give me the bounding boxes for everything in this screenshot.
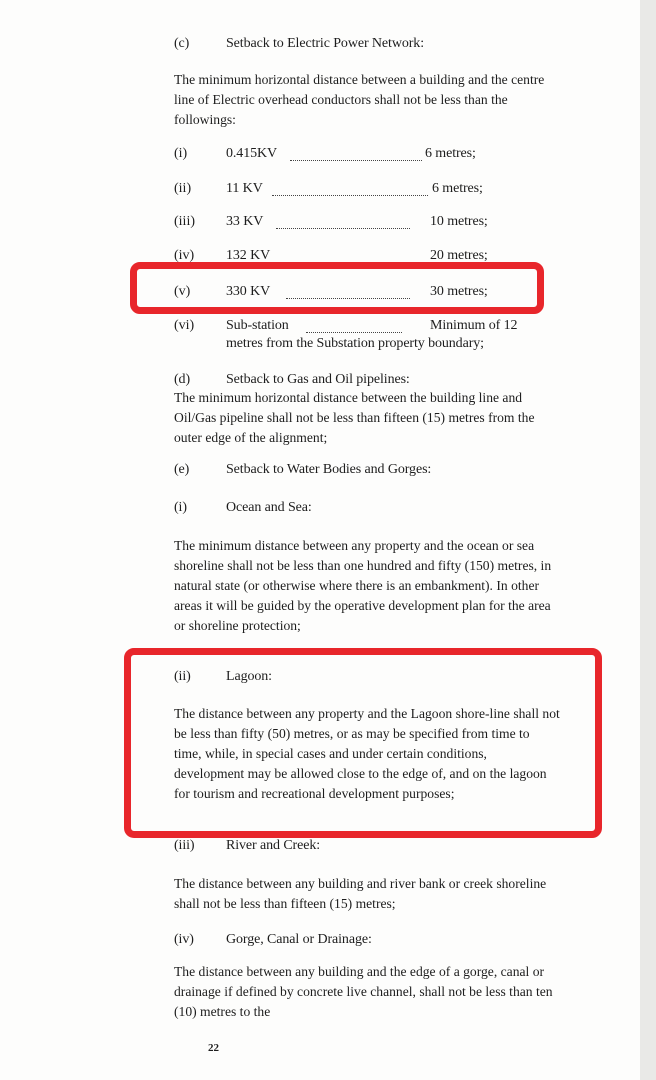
item-number: (i) — [174, 146, 188, 161]
item-value: 30 metres; — [430, 284, 488, 299]
section-e-heading: Setback to Water Bodies and Gorges: — [226, 462, 432, 477]
leader-dots — [290, 160, 422, 161]
ocean-number: (i) — [174, 500, 187, 515]
page-edge-shadow — [640, 0, 656, 1080]
section-c-intro: The minimum horizontal distance between a building and the centre line of Electric overhead conductors shall not be less than the followings: — [174, 72, 545, 127]
item-label: 33 KV — [226, 214, 264, 229]
item-value: 6 metres; — [432, 181, 483, 196]
item-number: (iv) — [174, 248, 195, 263]
gorge-body: The distance between any building and the edge of a gorge, canal or drainage if defined by concrete live channel, shall not be less than ten (10) metres to the — [174, 964, 553, 1019]
item-label: 132 KV — [226, 248, 271, 263]
gorge-number: (iv) — [174, 932, 194, 947]
ocean-heading: Ocean and Sea: — [226, 500, 312, 515]
section-d-body: The minimum horizontal distance between the building line and Oil/Gas pipeline shall not be less than fifteen (15) metres from the outer edge of the alignment; — [174, 390, 535, 445]
substation-label: Sub-station — [226, 318, 289, 333]
item-number: (v) — [174, 284, 191, 299]
leader-dots — [276, 228, 410, 229]
item-label: 0.415KV — [226, 146, 278, 161]
item-label: 11 KV — [226, 181, 263, 196]
river-body: The distance between any building and river bank or creek shoreline shall not be less than fifteen (15) metres; — [174, 876, 547, 911]
section-e-number: (e) — [174, 462, 190, 477]
item-number: (ii) — [174, 181, 192, 196]
item-number: (iii) — [174, 214, 195, 229]
section-d-number: (d) — [174, 372, 191, 387]
substation-value: Minimum of 12 — [430, 318, 518, 333]
river-heading: River and Creek: — [226, 838, 321, 853]
section-d-heading: Setback to Gas and Oil pipelines: — [226, 372, 410, 387]
lagoon-number: (ii) — [174, 669, 191, 684]
highlight-box-330kv — [130, 262, 544, 314]
river-number: (iii) — [174, 838, 195, 853]
item-value: 20 metres; — [430, 248, 488, 263]
lagoon-body: The distance between any property and the Lagoon shore-line shall not be less than fifty (50) metres, or as may be specified from time to time, while, in special cases and under certain conditions, development may be allowed close to the edge of, and on the lagoon for tourism and recreational development purposes; — [174, 706, 560, 801]
ocean-body: The minimum distance between any property and the ocean or sea shoreline shall not be less than one hundred and fifty (150) metres, in natural state (or otherwise where there is an embankment). In other areas it will be guided by the operative development plan for the area or shoreline protection; — [174, 538, 552, 633]
highlight-box-lagoon — [124, 648, 602, 838]
section-c-number: (c) — [174, 36, 190, 51]
leader-dots — [272, 195, 428, 196]
section-c-heading: Setback to Electric Power Network: — [226, 36, 424, 51]
item-label: 330 KV — [226, 284, 271, 299]
page-number: 22 — [208, 1042, 219, 1054]
lagoon-heading: Lagoon: — [226, 669, 272, 684]
item-value: 6 metres; — [425, 146, 476, 161]
item-value: 10 metres; — [430, 214, 488, 229]
gorge-heading: Gorge, Canal or Drainage: — [226, 932, 372, 947]
substation-continuation: metres from the Substation property boundary; — [226, 336, 484, 351]
leader-dots — [306, 332, 402, 333]
item-number: (vi) — [174, 318, 195, 333]
